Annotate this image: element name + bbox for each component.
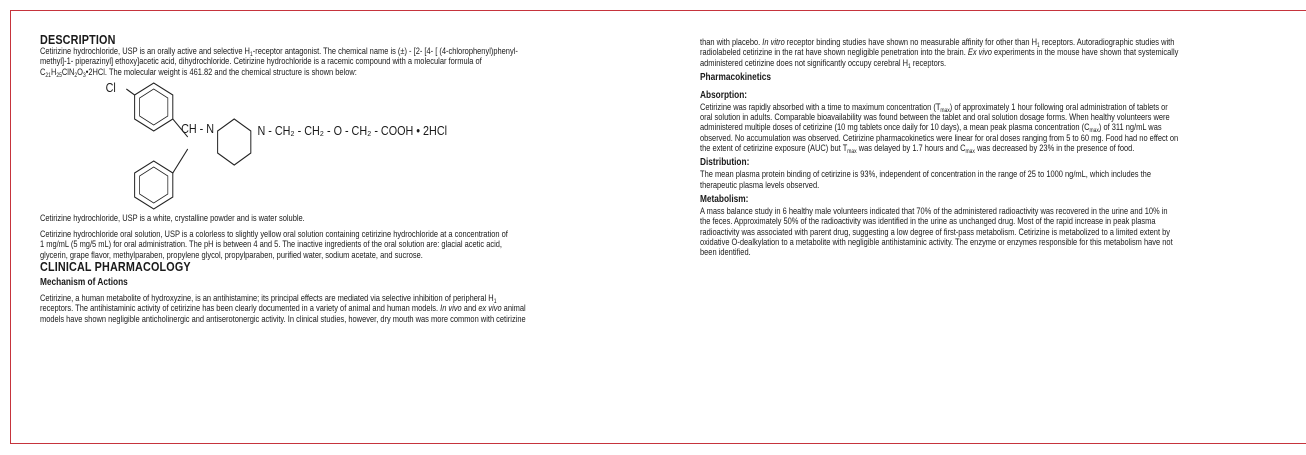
- label-panel: [10, 10, 1306, 444]
- mechanism-continued: than with placebo. In vitro receptor binding studies have shown no measurable affinity for other than $H_1$ receptors. Autoradiographic studies with radiolabeled cetirizine in the rat have shown negligible penetration into the brain. Ex vivo experiments in the mouse have shown that systemically administered cetirizine does not significantly occupy cerebral $H_1$ receptors.: [700, 37, 1179, 70]
- right-column: [700, 37, 1306, 257]
- clinical-pharmacology-heading: CLINICAL PHARMACOLOGY: [40, 259, 191, 275]
- description-paragraph-2: Cetirizine hydrochloride, USP is a white, crystalline powder and is water soluble.: [40, 212, 305, 223]
- description-paragraph-3: Cetirizine hydrochloride oral solution, USP is a colorless to slightly yellow oral solution containing cetirizine hydrochloride at a concentration of 1 mg/mL (5 mg/5 mL) for oral administration. The pH is between 4 and 5. The inactive ingredients of the oral solution are: glacial acetic acid, glycerin, grape flavor, methylparaben, propylene glycol, propylparaben, purified water, sodium acetate, and sucrose.: [40, 229, 508, 260]
- absorption-paragraph: Cetirizine was rapidly absorbed with a time to maximum concentration $(T_{max})$ of approximately 1 hour following oral administration of tablets or oral solution in adults. Comparable bioavailability was found between the tablet and oral solution dosage forms. When healthy volunteers were administered multiple doses of cetirizine (10 mg tablets once daily for 10 days), a mean peak plasma concentration $(C_{max})$ of 311 ng/mL was observed. No accumulation was observed. Cetirizine pharmacokinetics were linear for oral doses ranging from 5 to 60 mg. Food had no effect on the extent of cetirizine exposure (AUC) but $T_{max}$ was delayed by 1.7 hours and $C_{max}$ was decreased by 23% in the presence of food.: [700, 101, 1179, 156]
- ch-n-label: CH - N: [181, 120, 215, 136]
- metabolism-heading: Metabolism:: [700, 193, 749, 205]
- chemical-structure: [40, 77, 654, 213]
- description-paragraph-1: Cetirizine hydrochloride, USP is an orally active and selective $H_1$-receptor antagonist. The chemical name is (±) - [2- [4- [ (4-chlorophenyl)phenyl- methyl]-1- piperazinyl] ethoxy]acetic acid, dihydrochloride. Cetirizine hydrochloride is a racemic compound with a molecular formula of $C_{21}H_{25}ClN_2O_3•2HCl$. The molecular weight is 461.82 and the chemical structure is shown below:: [40, 46, 518, 79]
- mechanism-heading: Mechanism of Actions: [40, 277, 128, 289]
- structure-drawing: [105, 79, 282, 215]
- mechanism-paragraph: Cetirizine, a human metabolite of hydroxyzine, is an antihistamine; its principal effects are mediated via selective inhibition of peripheral $H_1$ receptors. The antihistaminic activity of cetirizine has been clearly documented in a variety of animal and human models. In vivo and ex vivo animal models have shown negligible anticholinergic and antiserotonergic activity. In clinical studies, however, dry mouth was more common with cetirizine: [40, 293, 526, 324]
- absorption-heading: Absorption:: [700, 89, 748, 101]
- pharmacokinetics-heading: Pharmacokinetics: [700, 71, 772, 83]
- description-heading: DESCRIPTION: [40, 32, 116, 47]
- left-column: [40, 33, 654, 324]
- distribution-paragraph: The mean plasma protein binding of cetirizine is 93%, independent of concentration in the range of 25 to 1000 ng/mL, which includes the therapeutic plasma levels observed.: [700, 169, 1151, 190]
- distribution-heading: Distribution:: [700, 157, 750, 169]
- metabolism-paragraph: A mass balance study in 6 healthy male volunteers indicated that 70% of the administered radioactivity was recovered in the urine and 10% in the feces. Approximately 50% of the radioactivity was identified in the urine as unchanged drug. Most of the rapid increase in peak plasma radioactivity was associated with parent drug, suggesting a low degree of first-pass metabolism. Cetirizine is metabolized to a limited extent by oxidative O-dealkylation to a metabolite with negligible antihistaminic activity. The enzyme or enzymes responsible for this metabolism have not been identified.: [700, 205, 1173, 258]
- chlorine-label: Cl: [105, 79, 116, 95]
- side-chain-label: N - CH₂ - CH₂ - O - CH₂ - COOH • 2HCl: [257, 122, 448, 138]
